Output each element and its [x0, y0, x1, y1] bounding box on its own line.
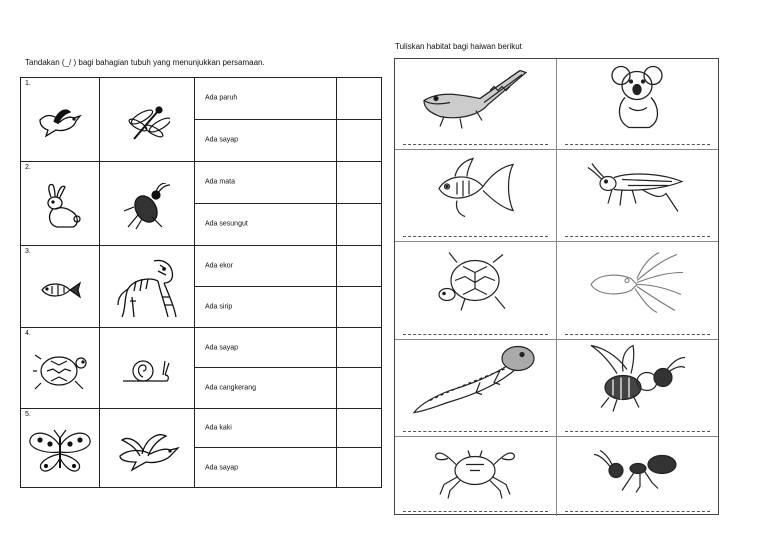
animal-cell	[21, 409, 100, 487]
statement-text: Ada cangkerang	[205, 384, 256, 392]
habitat-cell	[395, 242, 557, 340]
habitat-cell	[557, 242, 719, 340]
tick-box[interactable]	[337, 162, 381, 204]
bird-icon	[114, 430, 180, 472]
crab-icon	[430, 440, 520, 503]
answer-line[interactable]	[403, 334, 548, 335]
statement-text: Ada sayap	[205, 344, 239, 351]
tick-cell[interactable]	[337, 409, 381, 487]
animal-cell	[100, 409, 195, 487]
rabbit-icon	[37, 183, 83, 231]
statement-half	[195, 120, 336, 162]
statement-text: Ada sirip	[205, 303, 233, 311]
statement-text: Ada sayap	[205, 464, 239, 471]
habitat-cell	[395, 437, 557, 516]
row-number: 3.	[25, 248, 31, 255]
tick-box[interactable]	[337, 368, 381, 408]
right-instruction: Tuliskan habitat bagi haiwan berikut	[395, 42, 522, 51]
tick-cell[interactable]	[337, 246, 381, 327]
turtle-icon	[31, 349, 89, 393]
statement-text: Ada kaki	[205, 424, 232, 432]
row-number: 1.	[25, 80, 31, 87]
tick-box[interactable]	[337, 287, 381, 328]
row-number: 5.	[25, 411, 31, 418]
habitat-cell	[395, 150, 557, 242]
habitat-cell	[557, 59, 719, 150]
answer-line[interactable]	[565, 144, 711, 145]
snail-icon	[121, 357, 173, 385]
bee-icon	[587, 344, 687, 421]
answer-line[interactable]	[565, 431, 711, 432]
tick-box[interactable]	[337, 246, 381, 287]
tiger-icon	[114, 257, 180, 323]
answer-line[interactable]	[403, 431, 548, 432]
table-row	[21, 246, 381, 328]
animal-cell	[21, 246, 100, 327]
statement-half	[195, 368, 336, 408]
statement-half	[195, 328, 336, 368]
turtle-icon	[435, 248, 515, 321]
tick-box[interactable]	[337, 409, 381, 448]
row-number: 2.	[25, 164, 31, 171]
answer-line[interactable]	[565, 334, 711, 335]
statement-cell	[195, 162, 337, 245]
animal-cell	[21, 78, 100, 161]
tick-cell[interactable]	[337, 328, 381, 408]
answer-line[interactable]	[403, 511, 548, 512]
habitat-cell	[395, 59, 557, 150]
habitat-cell	[557, 150, 719, 242]
ant-icon	[592, 446, 682, 497]
statement-half	[195, 78, 336, 120]
animal-cell	[100, 162, 195, 245]
table-row	[21, 78, 381, 162]
statement-text: Ada paruh	[205, 94, 238, 102]
answer-line[interactable]	[403, 144, 548, 145]
koala-icon	[607, 61, 667, 136]
animal-cell	[100, 246, 195, 327]
tick-box[interactable]	[337, 204, 381, 246]
statement-half	[195, 162, 336, 204]
crocodile-icon	[420, 60, 530, 137]
row-number: 4.	[25, 330, 31, 337]
animal-cell	[100, 328, 195, 408]
habitat-cell	[557, 437, 719, 516]
answer-line[interactable]	[565, 511, 711, 512]
tick-cell[interactable]	[337, 78, 381, 161]
squid-icon	[587, 250, 687, 319]
bird-icon	[34, 106, 86, 140]
similarity-table	[20, 77, 382, 488]
animal-cell	[100, 78, 195, 161]
habitat-grid	[394, 58, 719, 515]
answer-line[interactable]	[403, 236, 548, 237]
statement-text: Ada mata	[205, 178, 235, 186]
habitat-cell	[395, 340, 557, 437]
statement-half	[195, 409, 336, 448]
statement-half	[195, 246, 336, 287]
butterfly-icon	[26, 428, 94, 474]
tick-box[interactable]	[337, 328, 381, 368]
answer-line[interactable]	[565, 236, 711, 237]
statement-text: Ada sayap	[205, 136, 239, 144]
tadpole-icon	[410, 343, 540, 422]
dragonfly-icon	[124, 103, 170, 143]
cricket-icon	[122, 183, 172, 231]
statement-half	[195, 204, 336, 246]
habitat-cell	[557, 340, 719, 437]
statement-cell	[195, 246, 337, 327]
statement-cell	[195, 328, 337, 408]
table-row	[21, 409, 381, 487]
tick-box[interactable]	[337, 120, 381, 162]
tick-box[interactable]	[337, 78, 381, 120]
tick-cell[interactable]	[337, 162, 381, 245]
animal-cell	[21, 162, 100, 245]
statement-text: Ada ekor	[205, 262, 234, 270]
statement-half	[195, 287, 336, 328]
left-instruction: Tandakan (_/ ) bagi bahagian tubuh yang menunjukkan persamaan.	[25, 58, 265, 67]
statement-text: Ada sesungut	[205, 220, 248, 228]
statement-half	[195, 448, 336, 487]
grasshopper-icon	[582, 160, 692, 221]
table-row	[21, 328, 381, 409]
statement-cell	[195, 78, 337, 161]
goldfish-icon	[433, 157, 517, 224]
table-row	[21, 162, 381, 246]
tick-box[interactable]	[337, 448, 381, 487]
fish-icon	[38, 280, 82, 300]
animal-cell	[21, 328, 100, 408]
statement-cell	[195, 409, 337, 487]
